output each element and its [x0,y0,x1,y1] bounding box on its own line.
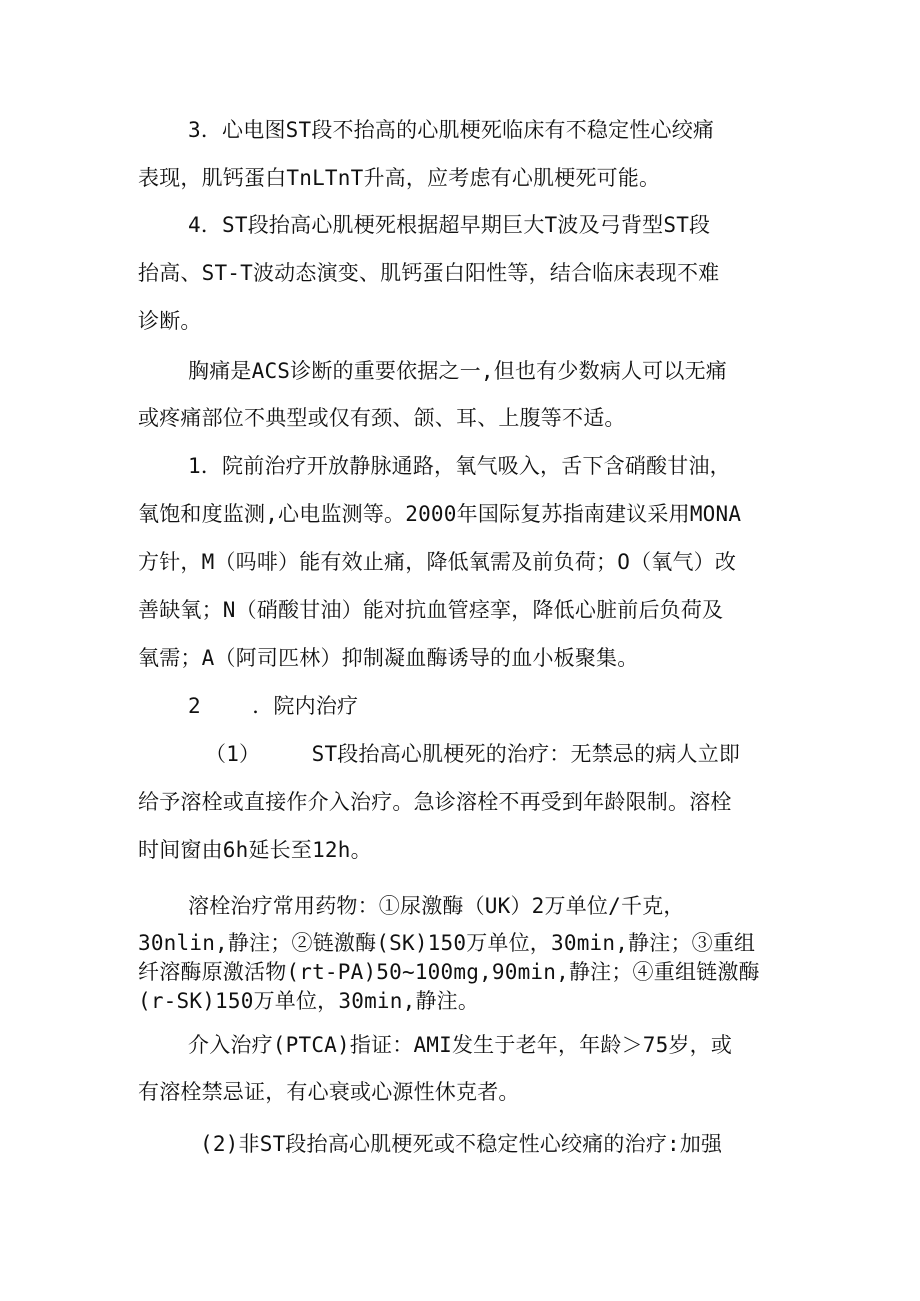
section-heading: 2 ．院内治疗 [188,694,359,718]
paragraph-line: 胸痛是ACS诊断的重要依据之一,但也有少数病人可以无痛 [188,359,727,383]
subsection-heading: （1） ST段抬高心肌梗死的治疗：无禁忌的病人立即 [205,742,741,766]
paragraph-line: 3．心电图ST段不抬高的心肌梗死临床有不稳定性心绞痛 [188,118,715,142]
paragraph-line: 溶栓治疗常用药物：①尿激酶（UK）2万单位/千克， [188,894,685,918]
subsection-heading: (2)非ST段抬高心肌梗死或不稳定性心绞痛的治疗:加强 [200,1132,723,1156]
paragraph-line: 抬高、ST-T波动态演变、肌钙蛋白阳性等，结合临床表现不难 [138,261,720,285]
paragraph-line: 氧饱和度监测,心电监测等。2000年国际复苏指南建议采用MONA [138,502,742,526]
paragraph-line: 4．ST段抬高心肌梗死根据超早期巨大T波及弓背型ST段 [188,213,711,237]
paragraph-line: 时间窗由6h延长至12h。 [138,838,372,862]
paragraph-line: 介入治疗(PTCA)指证：AMI发生于老年，年龄＞75岁，或 [188,1033,733,1057]
paragraph-line: 有溶栓禁忌证，有心衰或心源性休克者。 [138,1080,520,1104]
paragraph-line: (r-SK)150万单位，30min,静注。 [138,989,480,1013]
paragraph-line: 或疼痛部位不典型或仅有颈、颌、耳、上腹等不适。 [138,406,626,430]
paragraph-line: 30nlin,静注；②链激酶(SK)150万单位，30min,静注；③重组 [138,931,756,955]
paragraph-line: 方针，M（吗啡）能有效止痛，降低氧需及前负荷；O（氧气）改 [138,550,737,574]
paragraph-line: 善缺氧；N（硝酸甘油）能对抗血管痉挛，降低心脏前后负荷及 [138,598,724,622]
paragraph-line: 1．院前治疗开放静脉通路，氧气吸入，舌下含硝酸甘油， [188,454,731,478]
paragraph-line: 纤溶酶原激活物(rt-PA)50~100mg,90min,静注；④重组链激酶 [138,960,760,984]
paragraph-line: 诊断。 [138,309,202,333]
paragraph-line: 给予溶栓或直接作介入治疗。急诊溶栓不再受到年龄限制。溶栓 [138,790,732,814]
paragraph-line: 表现，肌钙蛋白TnLTnT升高，应考虑有心肌梗死可能。 [138,166,661,190]
paragraph-line: 氧需；A（阿司匹林）抑制凝血酶诱导的血小板聚集。 [138,646,639,670]
